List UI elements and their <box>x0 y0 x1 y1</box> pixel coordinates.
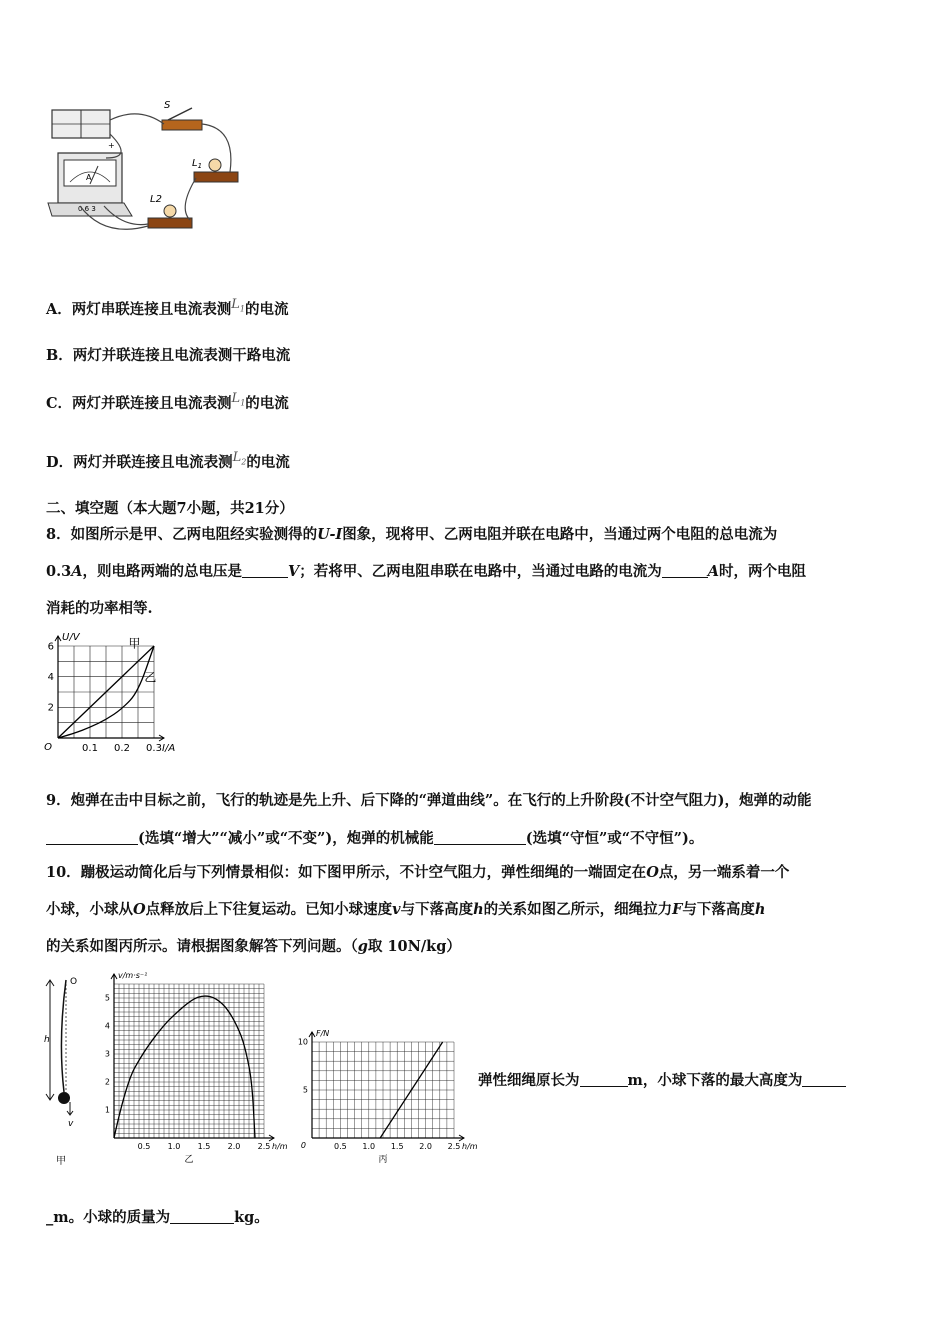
x-tick-label: 0.5 <box>137 1142 151 1151</box>
ui-chart <box>44 624 204 759</box>
y-tick-label: 4 <box>104 1021 110 1031</box>
q10-side-text: 弹性细绳原长为 m，小球下落的最大高度为 <box>478 1069 846 1090</box>
q8-line1: 8．如图所示是甲、乙两电阻经实验测得的U-I图象，现将甲、乙两电阻并联在电路中，当通过两个电阻的总电流为 <box>46 526 778 543</box>
q8-blank-current[interactable] <box>662 563 708 578</box>
x-tick-label: 2.0 <box>419 1142 432 1151</box>
series-name-label: 乙 <box>144 670 157 685</box>
jia-v-label: v <box>68 1119 74 1129</box>
jia-o-label: O <box>70 977 78 987</box>
y-tick-label: 4 <box>47 672 54 683</box>
jia-caption: 甲 <box>56 1156 66 1167</box>
x-tick-label: 1.5 <box>390 1142 404 1151</box>
q8-line2: 0.3A，则电路两端的总电压是 V；若将甲、乙两电阻串联在电路中，当通过电路的电流为 A时，两个电阻 <box>46 563 807 580</box>
q10-blank-mass[interactable] <box>170 1209 234 1224</box>
q10-blank-length[interactable] <box>580 1072 628 1087</box>
option-c[interactable]: C．两灯并联连接且电流表测$^{L_1}$的电流 <box>46 391 289 412</box>
q10-line2: 小球，小球从O点释放后上下往复运动。已知小球速度v与下落高度h的关系如图乙所示，细绳拉力F与下落高度h <box>46 901 766 918</box>
y-tick-label: 1 <box>104 1105 110 1115</box>
y-tick-label: 2 <box>104 1077 110 1087</box>
origin-label: O <box>44 742 52 753</box>
series-name-label: 甲 <box>128 636 141 651</box>
jia-h-label: h <box>44 1035 50 1045</box>
x-axis-label: I/A <box>162 743 176 754</box>
q9-blank-kinetic[interactable] <box>46 830 138 845</box>
x-tick-label: 0.5 <box>334 1142 347 1151</box>
x-tick-label: 0.3 <box>146 743 162 754</box>
q10-blank-height[interactable] <box>802 1072 846 1087</box>
x-tick-label: 2.5 <box>447 1142 461 1151</box>
y-tick-label: 3 <box>104 1049 110 1059</box>
y-axis-label: v/m·s⁻¹ <box>118 971 148 980</box>
y-tick-label: 6 <box>47 641 54 653</box>
x-axis-label: h/m <box>272 1142 288 1151</box>
option-b[interactable]: B．两灯并联连接且电流表测干路电流 <box>46 347 291 364</box>
fh-chart <box>297 1018 478 1166</box>
plus-label: + <box>108 141 115 150</box>
q8-line3: 消耗的功率相等. <box>46 600 153 617</box>
l1-label: $L_1$ <box>192 158 203 170</box>
x-tick-label: 1.0 <box>362 1142 376 1151</box>
q9-line1: 9．炮弹在击中目标之前，飞行的轨迹是先上升、后下降的“弹道曲线”。在飞行的上升阶段(不计空气阻力)，炮弹的动能 <box>46 792 812 809</box>
circuit-figure <box>44 98 254 243</box>
q9-blank-mechanical[interactable] <box>434 830 526 845</box>
q10-last-line: _m。小球的质量为 kg。 <box>46 1209 269 1226</box>
chart-caption: 丙 <box>378 1155 388 1165</box>
x-tick-label: 0.1 <box>82 743 98 754</box>
ammeter-label: A <box>86 173 92 182</box>
y-tick-label: 5 <box>104 993 110 1003</box>
ammeter-scale: 0.6 3 <box>78 205 96 213</box>
vh-chart <box>96 966 288 1166</box>
y-axis-label: U/V <box>62 632 80 643</box>
option-a[interactable]: A．两灯串联连接且电流表测$^{L_1}$的电流 <box>46 297 289 318</box>
y-tick-label: 10 <box>297 1037 308 1047</box>
x-axis-label: h/m <box>462 1142 478 1151</box>
x-tick-label: 1.5 <box>197 1142 211 1151</box>
switch-label: S <box>164 100 171 111</box>
x-tick-label: 1.0 <box>167 1142 181 1151</box>
y-tick-label: 5 <box>302 1085 308 1095</box>
x-tick-label: 0.2 <box>114 743 130 754</box>
chart-caption: 乙 <box>184 1155 194 1165</box>
option-d[interactable]: D．两灯并联连接且电流表测$^{L_2}$的电流 <box>46 450 290 471</box>
q10-line1: 10．蹦极运动简化后与下列情景相似：如下图甲所示，不计空气阻力，弹性细绳的一端固定在O点，另一端系着一个 <box>46 864 790 881</box>
origin-label: 0 <box>300 1141 306 1150</box>
x-tick-label: 2.0 <box>227 1142 241 1151</box>
y-tick-label: 2 <box>47 702 54 714</box>
q9-line2: (选填“增大”“减小”或“不变”)，炮弹的机械能 (选填“守恒”或“不守恒”)。 <box>46 827 703 848</box>
l2-label: L2 <box>150 194 162 205</box>
fig-jia <box>44 970 94 1170</box>
q8-blank-voltage[interactable] <box>242 563 288 578</box>
y-axis-label: F/N <box>316 1029 330 1038</box>
section-title: 二、填空题（本大题7小题，共21分） <box>46 500 294 517</box>
q10-line3: 的关系如图丙所示。请根据图象解答下列问题。（g取 10N/kg） <box>46 938 461 955</box>
x-tick-label: 2.5 <box>257 1142 271 1151</box>
